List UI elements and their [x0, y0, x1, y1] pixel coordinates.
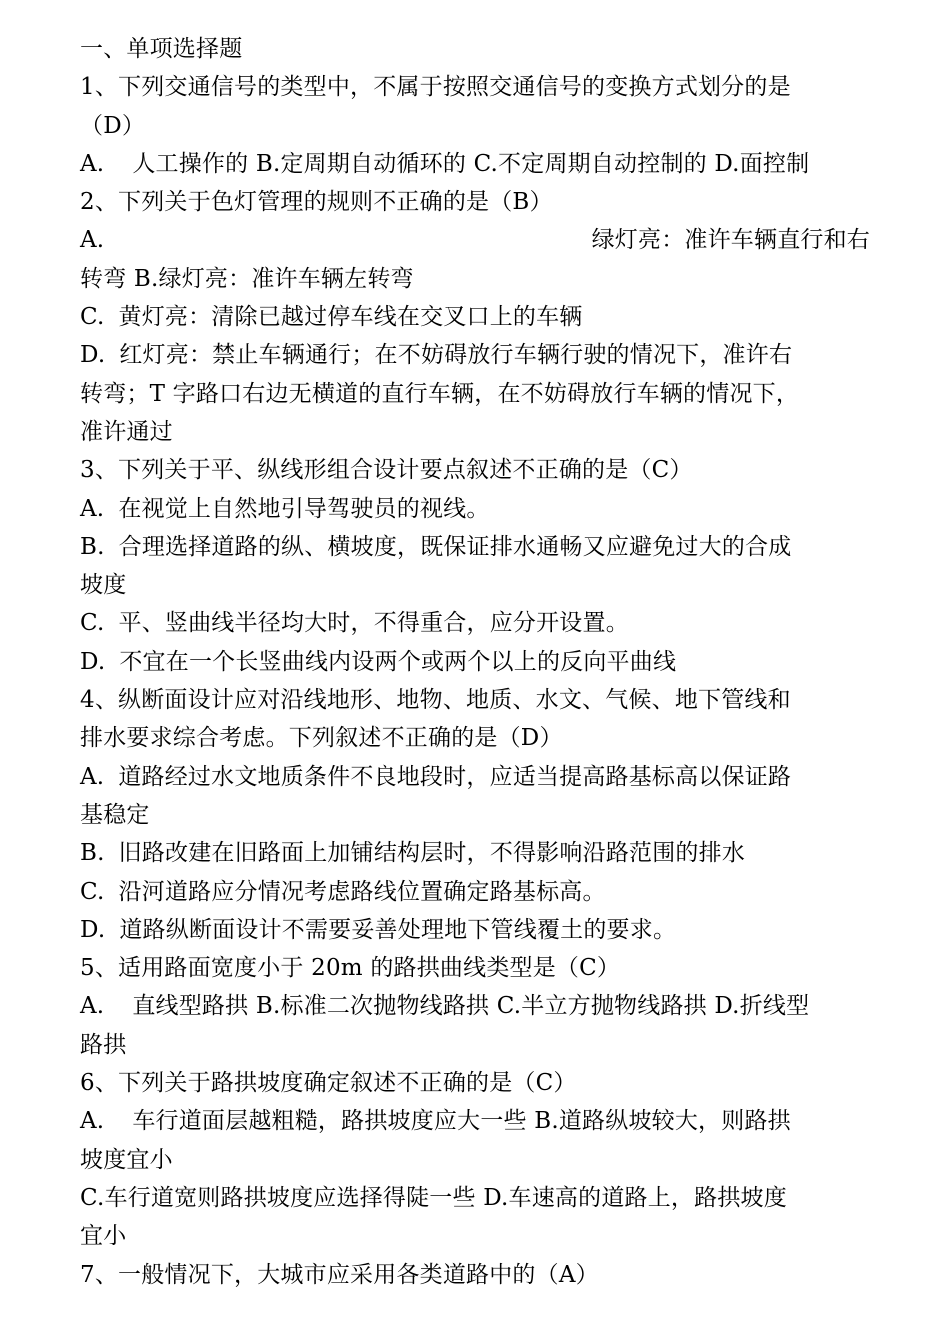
q3-option-b-label: B.: [80, 533, 105, 560]
q6-options-line2: C.车行道宽则路拱坡度应选择得陡一些 D.车速高的道路上，路拱坡度: [80, 1184, 787, 1211]
q2-option-d-cont2: 准许通过: [80, 418, 173, 445]
q2-option-d: [80, 336, 870, 374]
q3-option-d: [80, 643, 870, 681]
q5-options-cont: 路拱: [80, 1031, 127, 1058]
q3-option-c-label: C.: [80, 610, 105, 637]
q4-option-d-text: 道路纵断面设计不需要妥善处理地下管线覆土的要求。: [119, 916, 677, 943]
q4-option-b: [80, 834, 870, 872]
q4-option-c: [80, 873, 870, 911]
q6-options-cont2: 宜小: [80, 1223, 127, 1250]
q5-options: [80, 987, 870, 1025]
q2-option-a-label: A.: [80, 227, 105, 254]
q3-option-d-label: D.: [80, 648, 106, 675]
q3-option-d-text: 不宜在一个长竖曲线内设两个或两个以上的反向平曲线: [119, 648, 677, 675]
q3-option-c: [80, 604, 870, 642]
q2-option-a: [80, 221, 870, 259]
q4-option-a-cont: 基稳定: [80, 801, 150, 828]
q2-option-c-label: C.: [80, 304, 105, 331]
q1-options: [80, 145, 870, 183]
q4-option-a-label: A.: [80, 763, 105, 790]
q3-option-a-text: 在视觉上自然地引导驾驶员的视线。: [118, 495, 490, 522]
q4-option-d-label: D.: [80, 916, 106, 943]
q4-option-c-text: 沿河道路应分情况考虑路线位置确定路基标高。: [118, 878, 606, 905]
document-page: [80, 30, 870, 1294]
q2-option-d-cont1: 转弯；T 字路口右边无横道的直行车辆，在不妨碍放行车辆的情况下，: [80, 380, 800, 407]
q4-option-d: [80, 911, 870, 949]
q1-stem-line1: 1、下列交通信号的类型中，不属于按照交通信号的变换方式划分的是: [80, 74, 791, 101]
q4-option-a: [80, 758, 870, 796]
q7-stem: 7、一般情况下，大城市应采用各类道路中的（A）: [80, 1261, 599, 1288]
q4-option-b-text: 旧路改建在旧路面上加铺结构层时，不得影响沿路范围的排水: [118, 840, 746, 867]
q4-stem-line2: 排水要求综合考虑。下列叙述不正确的是（D）: [80, 725, 563, 752]
q3-stem: 3、下列关于平、纵线形组合设计要点叙述不正确的是（C）: [80, 457, 693, 484]
q1-options-text: 人工操作的 B.定周期自动循环的 C.不定周期自动控制的 D.面控制: [132, 150, 810, 177]
q1-option-a-label: A.: [80, 150, 105, 177]
q6-options-text: 车行道面层越粗糙，路拱坡度应大一些 B.道路纵坡较大，则路拱: [132, 1108, 791, 1135]
q2-option-c: [80, 298, 870, 336]
q5-stem: 5、适用路面宽度小于 20m 的路拱曲线类型是（C）: [80, 955, 621, 982]
q3-option-c-text: 平、竖曲线半径均大时，不得重合，应分开设置。: [118, 610, 629, 637]
q4-option-a-text: 道路经过水文地质条件不良地段时，应适当提高路基标高以保证路: [118, 763, 792, 790]
q5-option-a-label: A.: [80, 993, 105, 1020]
q3-option-b-text: 合理选择道路的纵、横坡度，既保证排水通畅又应避免过大的合成: [118, 533, 792, 560]
q6-option-a-label: A.: [80, 1108, 105, 1135]
q2-option-a-cont: 转弯 B.绿灯亮：准许车辆左转弯: [80, 265, 414, 292]
q4-stem-line1: 4、纵断面设计应对沿线地形、地物、地质、水文、气候、地下管线和: [80, 687, 791, 714]
q2-option-d-text: 红灯亮：禁止车辆通行；在不妨碍放行车辆行驶的情况下，准许右: [119, 342, 793, 369]
q3-option-a-label: A.: [80, 495, 105, 522]
q2-option-c-text: 黄灯亮：清除已越过停车线在交叉口上的车辆: [118, 304, 583, 331]
q6-stem: 6、下列关于路拱坡度确定叙述不正确的是（C）: [80, 1070, 577, 1097]
q4-option-c-label: C.: [80, 878, 105, 905]
q1-stem-line2: （D）: [80, 112, 146, 139]
q4-option-b-label: B.: [80, 840, 105, 867]
section-title: 一、单项选择题: [80, 36, 243, 62]
q6-options-cont1: 坡度宜小: [80, 1146, 173, 1173]
q2-option-a-text: 绿灯亮：准许车辆直行和右: [591, 227, 870, 254]
q3-option-b: [80, 528, 870, 566]
q5-options-text: 直线型路拱 B.标准二次抛物线路拱 C.半立方抛物线路拱 D.折线型: [132, 993, 810, 1020]
q6-options: [80, 1102, 870, 1140]
q3-option-b-cont: 坡度: [80, 572, 127, 599]
q2-stem: 2、下列关于色灯管理的规则不正确的是（B）: [80, 189, 553, 216]
q3-option-a: [80, 490, 870, 528]
q2-option-d-label: D.: [80, 342, 106, 369]
